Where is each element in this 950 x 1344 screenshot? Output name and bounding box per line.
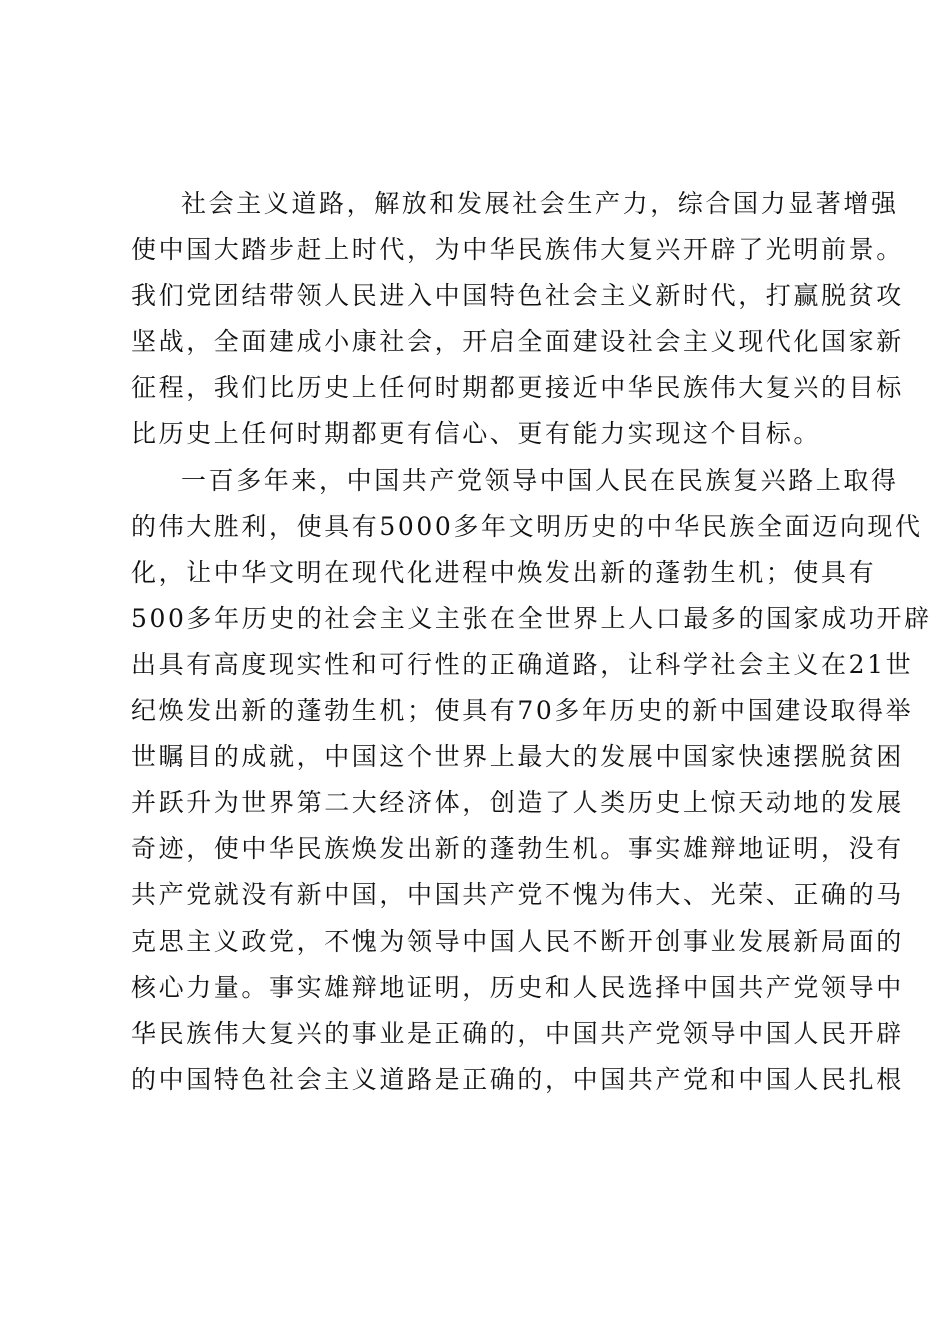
text-line: 核心力量。事实雄辩地证明，历史和人民选择中国共产党领导中 (131, 972, 904, 1002)
text-line: 世瞩目的成就，中国这个世界上最大的发展中国家快速摆脱贫困 (131, 742, 904, 772)
text-line: 出具有高度现实性和可行性的正确道路，让科学社会主义在21世 (131, 649, 914, 679)
text-line: 的中国特色社会主义道路是正确的，中国共产党和中国人民扎根 (131, 1064, 904, 1094)
text-line: 使中国大踏步赶上时代，为中华民族伟大复兴开辟了光明前景。 (131, 235, 904, 265)
text-line: 克思主义政党，不愧为领导中国人民不断开创事业发展新局面的 (131, 926, 904, 956)
text-line: 的伟大胜利，使具有5000多年文明历史的中华民族全面迈向现代 (131, 511, 923, 541)
paragraph-1 (131, 181, 904, 458)
paragraph-2 (131, 458, 932, 1103)
text-line: 一百多年来，中国共产党领导中国人民在民族复兴路上取得 (181, 465, 899, 495)
text-line: 社会主义道路，解放和发展社会生产力，综合国力显著增强 (181, 189, 899, 218)
text-line: 华民族伟大复兴的事业是正确的，中国共产党领导中国人民开辟 (131, 1018, 904, 1048)
text-line: 奇迹，使中华民族焕发出新的蓬勃生机。事实雄辩地证明，没有 (131, 834, 904, 864)
body-text (131, 181, 932, 1103)
text-line: 征程，我们比历史上任何时期都更接近中华民族伟大复兴的目标 (131, 373, 904, 403)
text-line: 我们党团结带领人民进入中国特色社会主义新时代，打赢脱贫攻 (131, 281, 904, 311)
text-line: 共产党就没有新中国，中国共产党不愧为伟大、光荣、正确的马 (131, 880, 904, 910)
text-line: 化，让中华文明在现代化进程中焕发出新的蓬勃生机；使具有 (131, 557, 877, 587)
text-line: 纪焕发出新的蓬勃生机；使具有70多年历史的新中国建设取得举 (131, 696, 914, 726)
text-line: 坚战，全面建成小康社会，开启全面建设社会主义现代化国家新 (131, 327, 904, 357)
text-line: 500多年历史的社会主义主张在全世界上人口最多的国家成功开辟 (131, 603, 932, 633)
text-line: 并跃升为世界第二大经济体，创造了人类历史上惊天动地的发展 (131, 788, 904, 818)
text-line: 比历史上任何时期都更有信心、更有能力实现这个目标。 (131, 419, 822, 449)
